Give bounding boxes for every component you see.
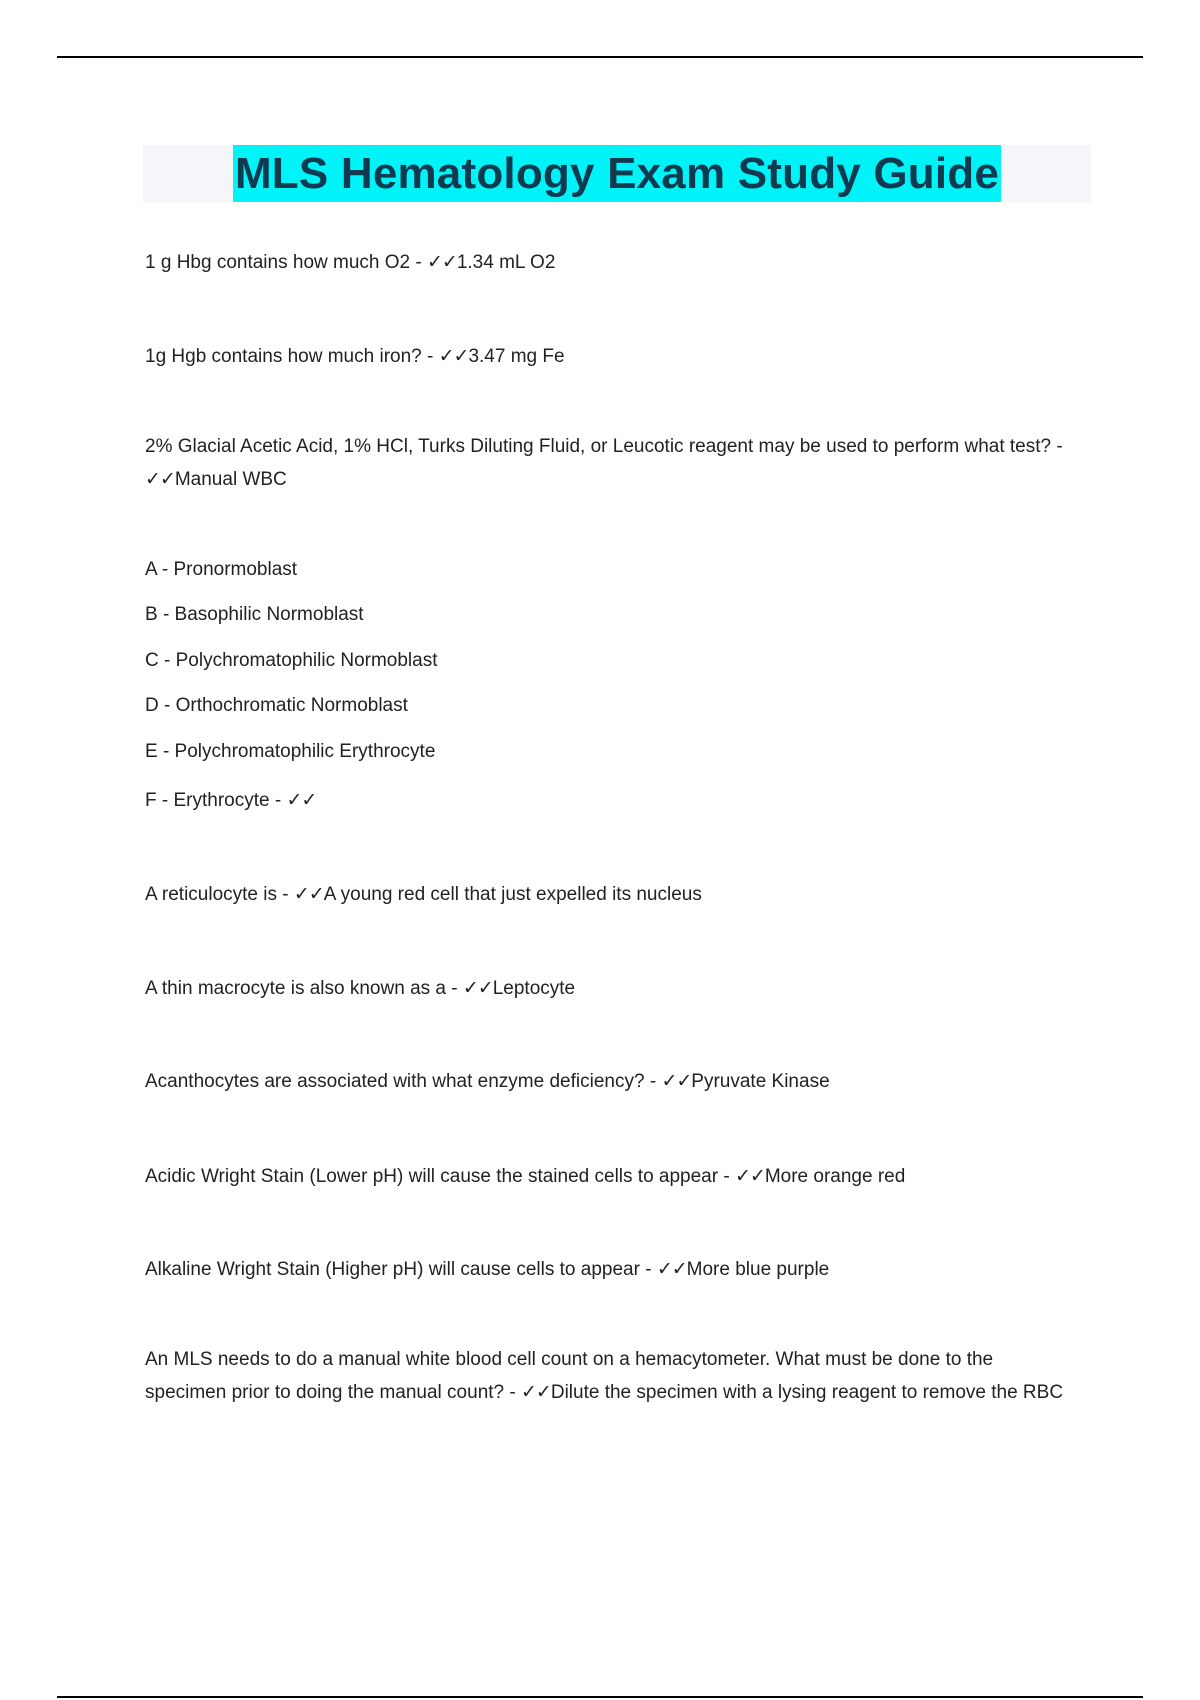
- answer-text: Pyruvate Kinase: [691, 1071, 830, 1092]
- answer-text: Leptocyte: [492, 978, 576, 999]
- stage-label: E - Polychromatophilic Erythrocyte: [145, 741, 436, 762]
- stage-label: D - Orthochromatic Normoblast: [145, 695, 408, 716]
- title-band: [143, 145, 1091, 202]
- qa-item: [145, 972, 1065, 1005]
- qa-item: [145, 878, 1065, 911]
- check-marks-icon: ✓✓: [438, 345, 469, 367]
- list-item: [145, 599, 1065, 631]
- question-text: 1 g Hbg contains how much O2 -: [145, 252, 427, 273]
- qa-item: [145, 1160, 1065, 1193]
- question-text: Alkaline Wright Stain (Higher pH) will cause cells to appear -: [145, 1259, 657, 1280]
- list-item: [145, 784, 1065, 817]
- answer-text: Manual WBC: [174, 469, 287, 490]
- qa-item: [145, 1253, 1065, 1286]
- check-marks-icon: ✓✓: [145, 468, 175, 490]
- qa-item: [145, 1065, 1065, 1098]
- answer-text: 3.47 mg Fe: [468, 346, 565, 367]
- list-item: [145, 690, 1065, 722]
- document-title: MLS Hematology Exam Study Guide: [233, 145, 1001, 202]
- qa-item: [145, 1344, 1065, 1409]
- question-text: Acidic Wright Stain (Lower pH) will cause the stained cells to appear -: [145, 1166, 735, 1187]
- stage-label: C - Polychromatophilic Normoblast: [145, 650, 438, 671]
- answer-text: A young red cell that just expelled its nucleus: [323, 884, 702, 905]
- question-text: 1g Hgb contains how much iron? -: [145, 346, 439, 367]
- check-marks-icon: ✓✓: [286, 789, 317, 811]
- answer-text: Dilute the specimen with a lysing reagent to remove the RBC: [550, 1382, 1064, 1403]
- question-text: A thin macrocyte is also known as a -: [145, 978, 463, 999]
- check-marks-icon: ✓✓: [661, 1070, 692, 1092]
- check-marks-icon: ✓✓: [462, 977, 493, 999]
- list-item: [145, 554, 1065, 586]
- question-text: An MLS needs to do a manual white blood cell count on a hemacytometer. What must be done to the specimen prior to doing the manual count? -: [145, 1349, 994, 1403]
- check-marks-icon: ✓✓: [521, 1381, 551, 1403]
- footer-rule: [57, 1696, 1143, 1698]
- check-marks-icon: ✓✓: [656, 1258, 687, 1280]
- question-text: A reticulocyte is -: [145, 884, 294, 905]
- stage-label: A - Pronormoblast: [145, 559, 298, 580]
- qa-item: [145, 431, 1065, 496]
- answer-text: More orange red: [764, 1166, 906, 1187]
- question-text: Acanthocytes are associated with what enzyme deficiency? -: [145, 1071, 662, 1092]
- question-text: 2% Glacial Acetic Acid, 1% HCl, Turks Diluting Fluid, or Leucotic reagent may be used to perform what test? -: [145, 436, 1063, 457]
- header-rule: [57, 56, 1143, 58]
- check-marks-icon: ✓✓: [734, 1165, 765, 1187]
- stage-label: B - Basophilic Normoblast: [145, 604, 364, 625]
- stage-label: F - Erythrocyte -: [145, 790, 287, 811]
- qa-item: [145, 340, 1065, 373]
- answer-text: More blue purple: [686, 1259, 830, 1280]
- list-item: [145, 736, 1065, 768]
- list-item: [145, 645, 1065, 677]
- qa-item: [145, 246, 1065, 279]
- check-marks-icon: ✓✓: [426, 251, 457, 273]
- answer-text: 1.34 mL O2: [456, 252, 556, 273]
- check-marks-icon: ✓✓: [293, 883, 324, 905]
